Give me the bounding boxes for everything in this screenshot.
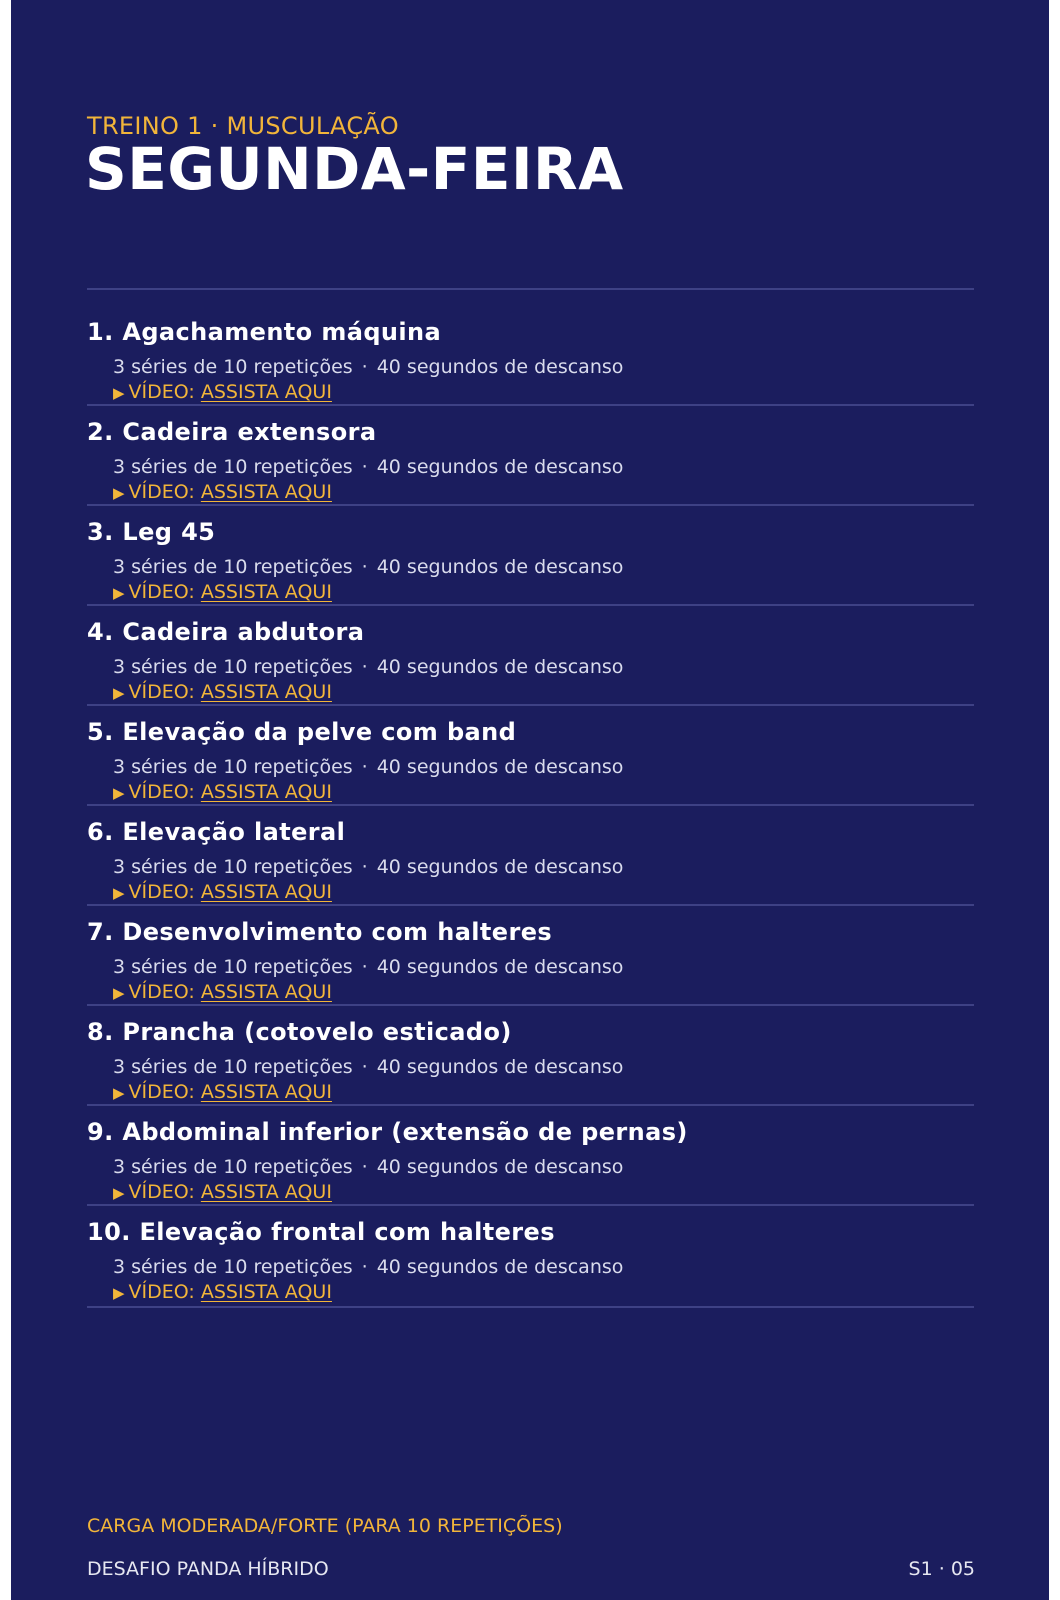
list-bottom-divider	[87, 1306, 974, 1308]
video-link[interactable]: ASSISTA AQUI	[200, 1281, 332, 1303]
exercise-name: 5. Elevação da pelve com band	[87, 718, 517, 746]
exercise-rest: 40 segundos de descanso	[376, 756, 624, 778]
exercise-item	[87, 918, 974, 1018]
separator-dot: ·	[361, 1156, 368, 1178]
exercise-details	[113, 956, 623, 978]
exercise-name: 1. Agachamento máquina	[87, 318, 442, 346]
video-link[interactable]: ASSISTA AQUI	[200, 1081, 332, 1103]
video-prefix: VÍDEO:	[128, 681, 195, 703]
item-divider	[87, 604, 974, 606]
item-divider	[87, 804, 974, 806]
load-note: CARGA MODERADA/FORTE (PARA 10 REPETIÇÕES)	[87, 1515, 563, 1537]
exercise-name: 4. Cadeira abdutora	[87, 618, 365, 646]
item-divider	[87, 1104, 974, 1106]
exercise-rest: 40 segundos de descanso	[376, 556, 624, 578]
play-triangle-icon: ▶	[113, 684, 125, 702]
video-prefix: VÍDEO:	[128, 981, 195, 1003]
separator-dot: ·	[361, 1256, 368, 1278]
video-link[interactable]: ASSISTA AQUI	[200, 481, 332, 503]
exercise-sets: 3 séries de 10 repetições	[113, 1056, 353, 1078]
exercise-name: 7. Desenvolvimento com halteres	[87, 918, 553, 946]
exercise-details	[113, 756, 623, 778]
item-divider	[87, 904, 974, 906]
video-row	[113, 1181, 332, 1203]
separator-dot: ·	[361, 656, 368, 678]
video-link[interactable]: ASSISTA AQUI	[200, 881, 332, 903]
item-divider	[87, 404, 974, 406]
exercise-rest: 40 segundos de descanso	[376, 456, 624, 478]
play-triangle-icon: ▶	[113, 484, 125, 502]
video-link[interactable]: ASSISTA AQUI	[200, 581, 332, 603]
exercise-rest: 40 segundos de descanso	[376, 1156, 624, 1178]
play-triangle-icon: ▶	[113, 384, 125, 402]
video-prefix: VÍDEO:	[128, 381, 195, 403]
exercise-details	[113, 556, 623, 578]
exercise-sets: 3 séries de 10 repetições	[113, 1156, 353, 1178]
exercise-item	[87, 818, 974, 918]
video-link[interactable]: ASSISTA AQUI	[200, 681, 332, 703]
separator-dot: ·	[361, 756, 368, 778]
item-divider	[87, 504, 974, 506]
exercise-rest: 40 segundos de descanso	[376, 956, 624, 978]
exercise-details	[113, 1256, 623, 1278]
separator-dot: ·	[361, 1056, 368, 1078]
exercise-details	[113, 1056, 623, 1078]
video-row	[113, 781, 332, 803]
video-row	[113, 481, 332, 503]
exercise-list	[87, 318, 974, 1318]
video-link[interactable]: ASSISTA AQUI	[200, 981, 332, 1003]
separator-dot: ·	[361, 856, 368, 878]
exercise-details	[113, 656, 623, 678]
video-prefix: VÍDEO:	[128, 881, 195, 903]
workout-page	[11, 0, 1049, 1600]
exercise-item	[87, 418, 974, 518]
exercise-rest: 40 segundos de descanso	[376, 856, 624, 878]
play-triangle-icon: ▶	[113, 584, 125, 602]
video-row	[113, 1081, 332, 1103]
video-prefix: VÍDEO:	[128, 781, 195, 803]
exercise-name: 3. Leg 45	[87, 518, 216, 546]
exercise-name: 2. Cadeira extensora	[87, 418, 377, 446]
video-row	[113, 381, 332, 403]
exercise-item	[87, 1018, 974, 1118]
exercise-sets: 3 séries de 10 repetições	[113, 956, 353, 978]
exercise-item	[87, 318, 974, 418]
video-link[interactable]: ASSISTA AQUI	[200, 1181, 332, 1203]
separator-dot: ·	[361, 456, 368, 478]
video-row	[113, 881, 332, 903]
exercise-rest: 40 segundos de descanso	[376, 356, 624, 378]
exercise-sets: 3 séries de 10 repetições	[113, 356, 353, 378]
video-prefix: VÍDEO:	[128, 1281, 195, 1303]
exercise-sets: 3 séries de 10 repetições	[113, 856, 353, 878]
play-triangle-icon: ▶	[113, 984, 125, 1002]
video-prefix: VÍDEO:	[128, 581, 195, 603]
exercise-item	[87, 718, 974, 818]
item-divider	[87, 1204, 974, 1206]
exercise-rest: 40 segundos de descanso	[376, 656, 624, 678]
page-number: S1 · 05	[908, 1558, 975, 1580]
exercise-details	[113, 456, 623, 478]
video-prefix: VÍDEO:	[128, 1081, 195, 1103]
play-triangle-icon: ▶	[113, 884, 125, 902]
video-link[interactable]: ASSISTA AQUI	[200, 381, 332, 403]
video-row	[113, 1281, 332, 1303]
separator-dot: ·	[361, 556, 368, 578]
exercise-item	[87, 518, 974, 618]
page-title: SEGUNDA-FEIRA	[85, 135, 624, 203]
separator-dot: ·	[361, 356, 368, 378]
video-row	[113, 981, 332, 1003]
exercise-name: 6. Elevação lateral	[87, 818, 346, 846]
exercise-sets: 3 séries de 10 repetições	[113, 656, 353, 678]
program-name: DESAFIO PANDA HÍBRIDO	[87, 1558, 329, 1580]
exercise-name: 10. Elevação frontal com halteres	[87, 1218, 555, 1246]
video-row	[113, 681, 332, 703]
video-link[interactable]: ASSISTA AQUI	[200, 781, 332, 803]
video-row	[113, 581, 332, 603]
exercise-details	[113, 856, 623, 878]
separator-dot: ·	[361, 956, 368, 978]
exercise-details	[113, 356, 623, 378]
play-triangle-icon: ▶	[113, 1284, 125, 1302]
play-triangle-icon: ▶	[113, 1084, 125, 1102]
exercise-sets: 3 séries de 10 repetições	[113, 456, 353, 478]
exercise-rest: 40 segundos de descanso	[376, 1056, 624, 1078]
item-divider	[87, 704, 974, 706]
header-divider	[87, 288, 974, 290]
item-divider	[87, 1004, 974, 1006]
exercise-details	[113, 1156, 623, 1178]
video-prefix: VÍDEO:	[128, 1181, 195, 1203]
exercise-item	[87, 1118, 974, 1218]
play-triangle-icon: ▶	[113, 1184, 125, 1202]
video-prefix: VÍDEO:	[128, 481, 195, 503]
play-triangle-icon: ▶	[113, 784, 125, 802]
exercise-name: 8. Prancha (cotovelo esticado)	[87, 1018, 512, 1046]
exercise-sets: 3 séries de 10 repetições	[113, 756, 353, 778]
exercise-name: 9. Abdominal inferior (extensão de pernas)	[87, 1118, 688, 1146]
exercise-item	[87, 618, 974, 718]
exercise-sets: 3 séries de 10 repetições	[113, 1256, 353, 1278]
workout-kicker: TREINO 1 · MUSCULAÇÃO	[87, 112, 399, 140]
exercise-rest: 40 segundos de descanso	[376, 1256, 624, 1278]
exercise-item	[87, 1218, 974, 1318]
exercise-sets: 3 séries de 10 repetições	[113, 556, 353, 578]
